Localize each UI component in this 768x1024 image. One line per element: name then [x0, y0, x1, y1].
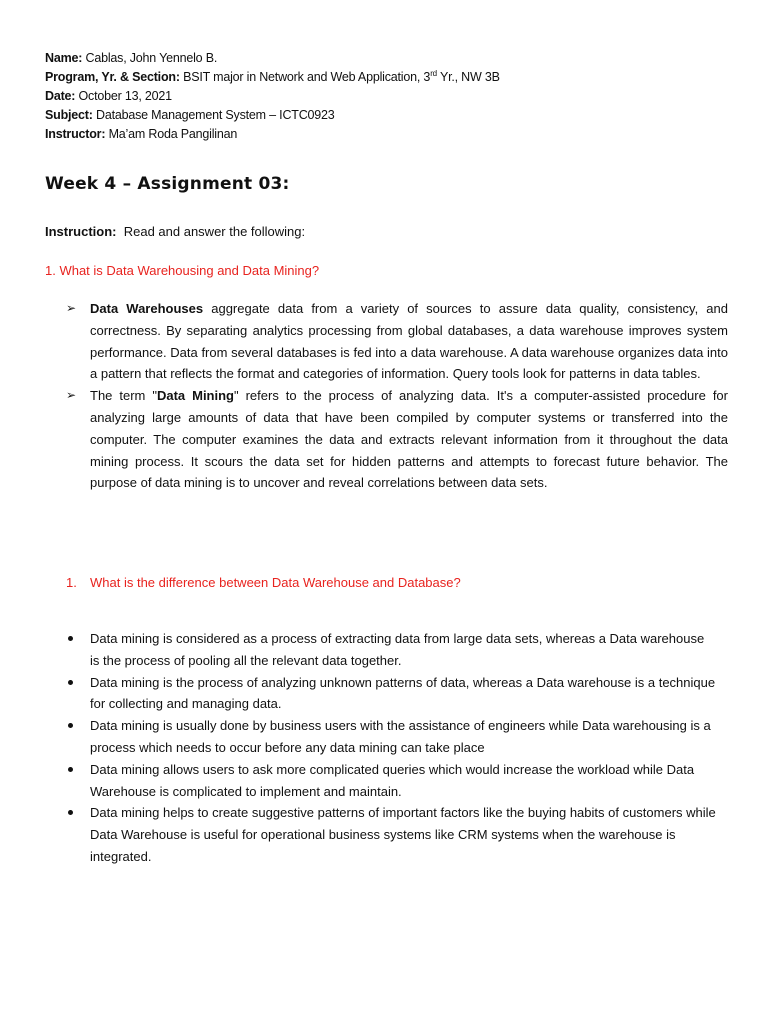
answer-text: Data mining is usually done by business users with the assistance of engineers while Data warehousing is a process which needs to occur before any data mining can take place	[90, 718, 711, 755]
subject-line	[45, 106, 500, 125]
bullet-dot-icon	[68, 767, 73, 772]
program-label: Program, Yr. & Section:	[45, 70, 180, 84]
bullet-dot-icon	[68, 810, 73, 815]
program-value: BSIT major in Network and Web Application, 3	[179, 70, 431, 84]
answer-text: Data mining helps to create suggestive patterns of important factors like the buying habits of customers while Data Warehouse is useful for operational business systems like CRM systems when the warehouse is integrated.	[90, 805, 716, 864]
list-item	[66, 672, 716, 716]
name-value: Cablas, John Yennelo B.	[82, 51, 218, 65]
instruction-label: Instruction:	[45, 224, 117, 239]
student-info-header	[45, 49, 500, 144]
question-2-text: What is the difference between Data Warehouse and Database?	[90, 575, 461, 590]
answers-1-list	[66, 298, 728, 494]
answer-text: Data mining allows users to ask more complicated queries which would increase the workload while Data Warehouse is complicated to implement and maintain.	[90, 761, 695, 799]
question-2	[66, 573, 461, 593]
list-item	[66, 628, 716, 672]
list-item	[66, 759, 716, 803]
program-line	[45, 68, 500, 87]
program-superscript: rd	[430, 68, 437, 78]
instructor-line	[45, 125, 500, 144]
subject-label: Subject:	[45, 108, 93, 122]
date-value: October 13, 2021	[75, 89, 172, 103]
bullet-dot-icon	[68, 723, 73, 728]
instructor-value: Ma’am Roda Pangilinan	[105, 127, 238, 141]
answer-text: aggregate data from a variety of sources to assure data quality, consistency, and correctness. By separating analytics processing from global databases, a data warehouse improves system performance. Data from several databases is fed into a data warehouse. A data warehouse organizes data into a pattern that reflects the format and categories of information. Query tools look for patterns in data tables.	[90, 301, 728, 382]
assignment-title: Week 4 – Assignment 03:	[45, 174, 290, 194]
name-line	[45, 49, 500, 68]
answer-prefix: The term "	[90, 388, 157, 404]
instruction-line	[45, 222, 305, 242]
term-data-warehouses: Data Warehouses	[90, 301, 204, 316]
name-label: Name:	[45, 51, 83, 65]
instructor-label: Instructor:	[45, 127, 106, 141]
date-label: Date:	[45, 89, 76, 103]
question-1: 1. What is Data Warehousing and Data Mining?	[45, 263, 320, 278]
arrow-bullet-icon: ➢	[66, 388, 77, 403]
bullet-dot-icon	[68, 680, 73, 685]
date-line	[45, 87, 500, 106]
arrow-bullet-icon: ➢	[66, 301, 77, 315]
program-value-end: Yr., NW 3B	[436, 70, 500, 84]
subject-value: Database Management System – ICTC0923	[92, 108, 335, 122]
instruction-text: Read and answer the following:	[116, 224, 306, 239]
term-data-mining: Data Mining	[156, 388, 234, 404]
list-item	[66, 298, 728, 385]
bullet-dot-icon	[68, 636, 73, 641]
answer-text: Data mining is the process of analyzing unknown patterns of data, whereas a Data warehouse is a technique for collecting and managing data.	[90, 674, 716, 712]
answer-text: Data mining is considered as a process of extracting data from large data sets, whereas a Data warehouse is the process of pooling all the relevant data together.	[90, 631, 705, 668]
list-item	[66, 715, 716, 759]
answer-text: " refers to the process of analyzing data. It's a computer-assisted procedure for analyzing large amounts of data that have been compiled by computer systems or transferred into the computer. The computer examines the data and extracts relevant information from it throughout the data mining process. It scours the data set for hidden patterns and attempts to forecast future behavior. The purpose of data mining is to uncover and reveal correlations between data sets.	[90, 388, 728, 491]
list-item	[66, 385, 728, 494]
question-2-number: 1.	[66, 575, 77, 590]
answers-2-list	[66, 628, 716, 868]
list-item	[66, 802, 716, 867]
